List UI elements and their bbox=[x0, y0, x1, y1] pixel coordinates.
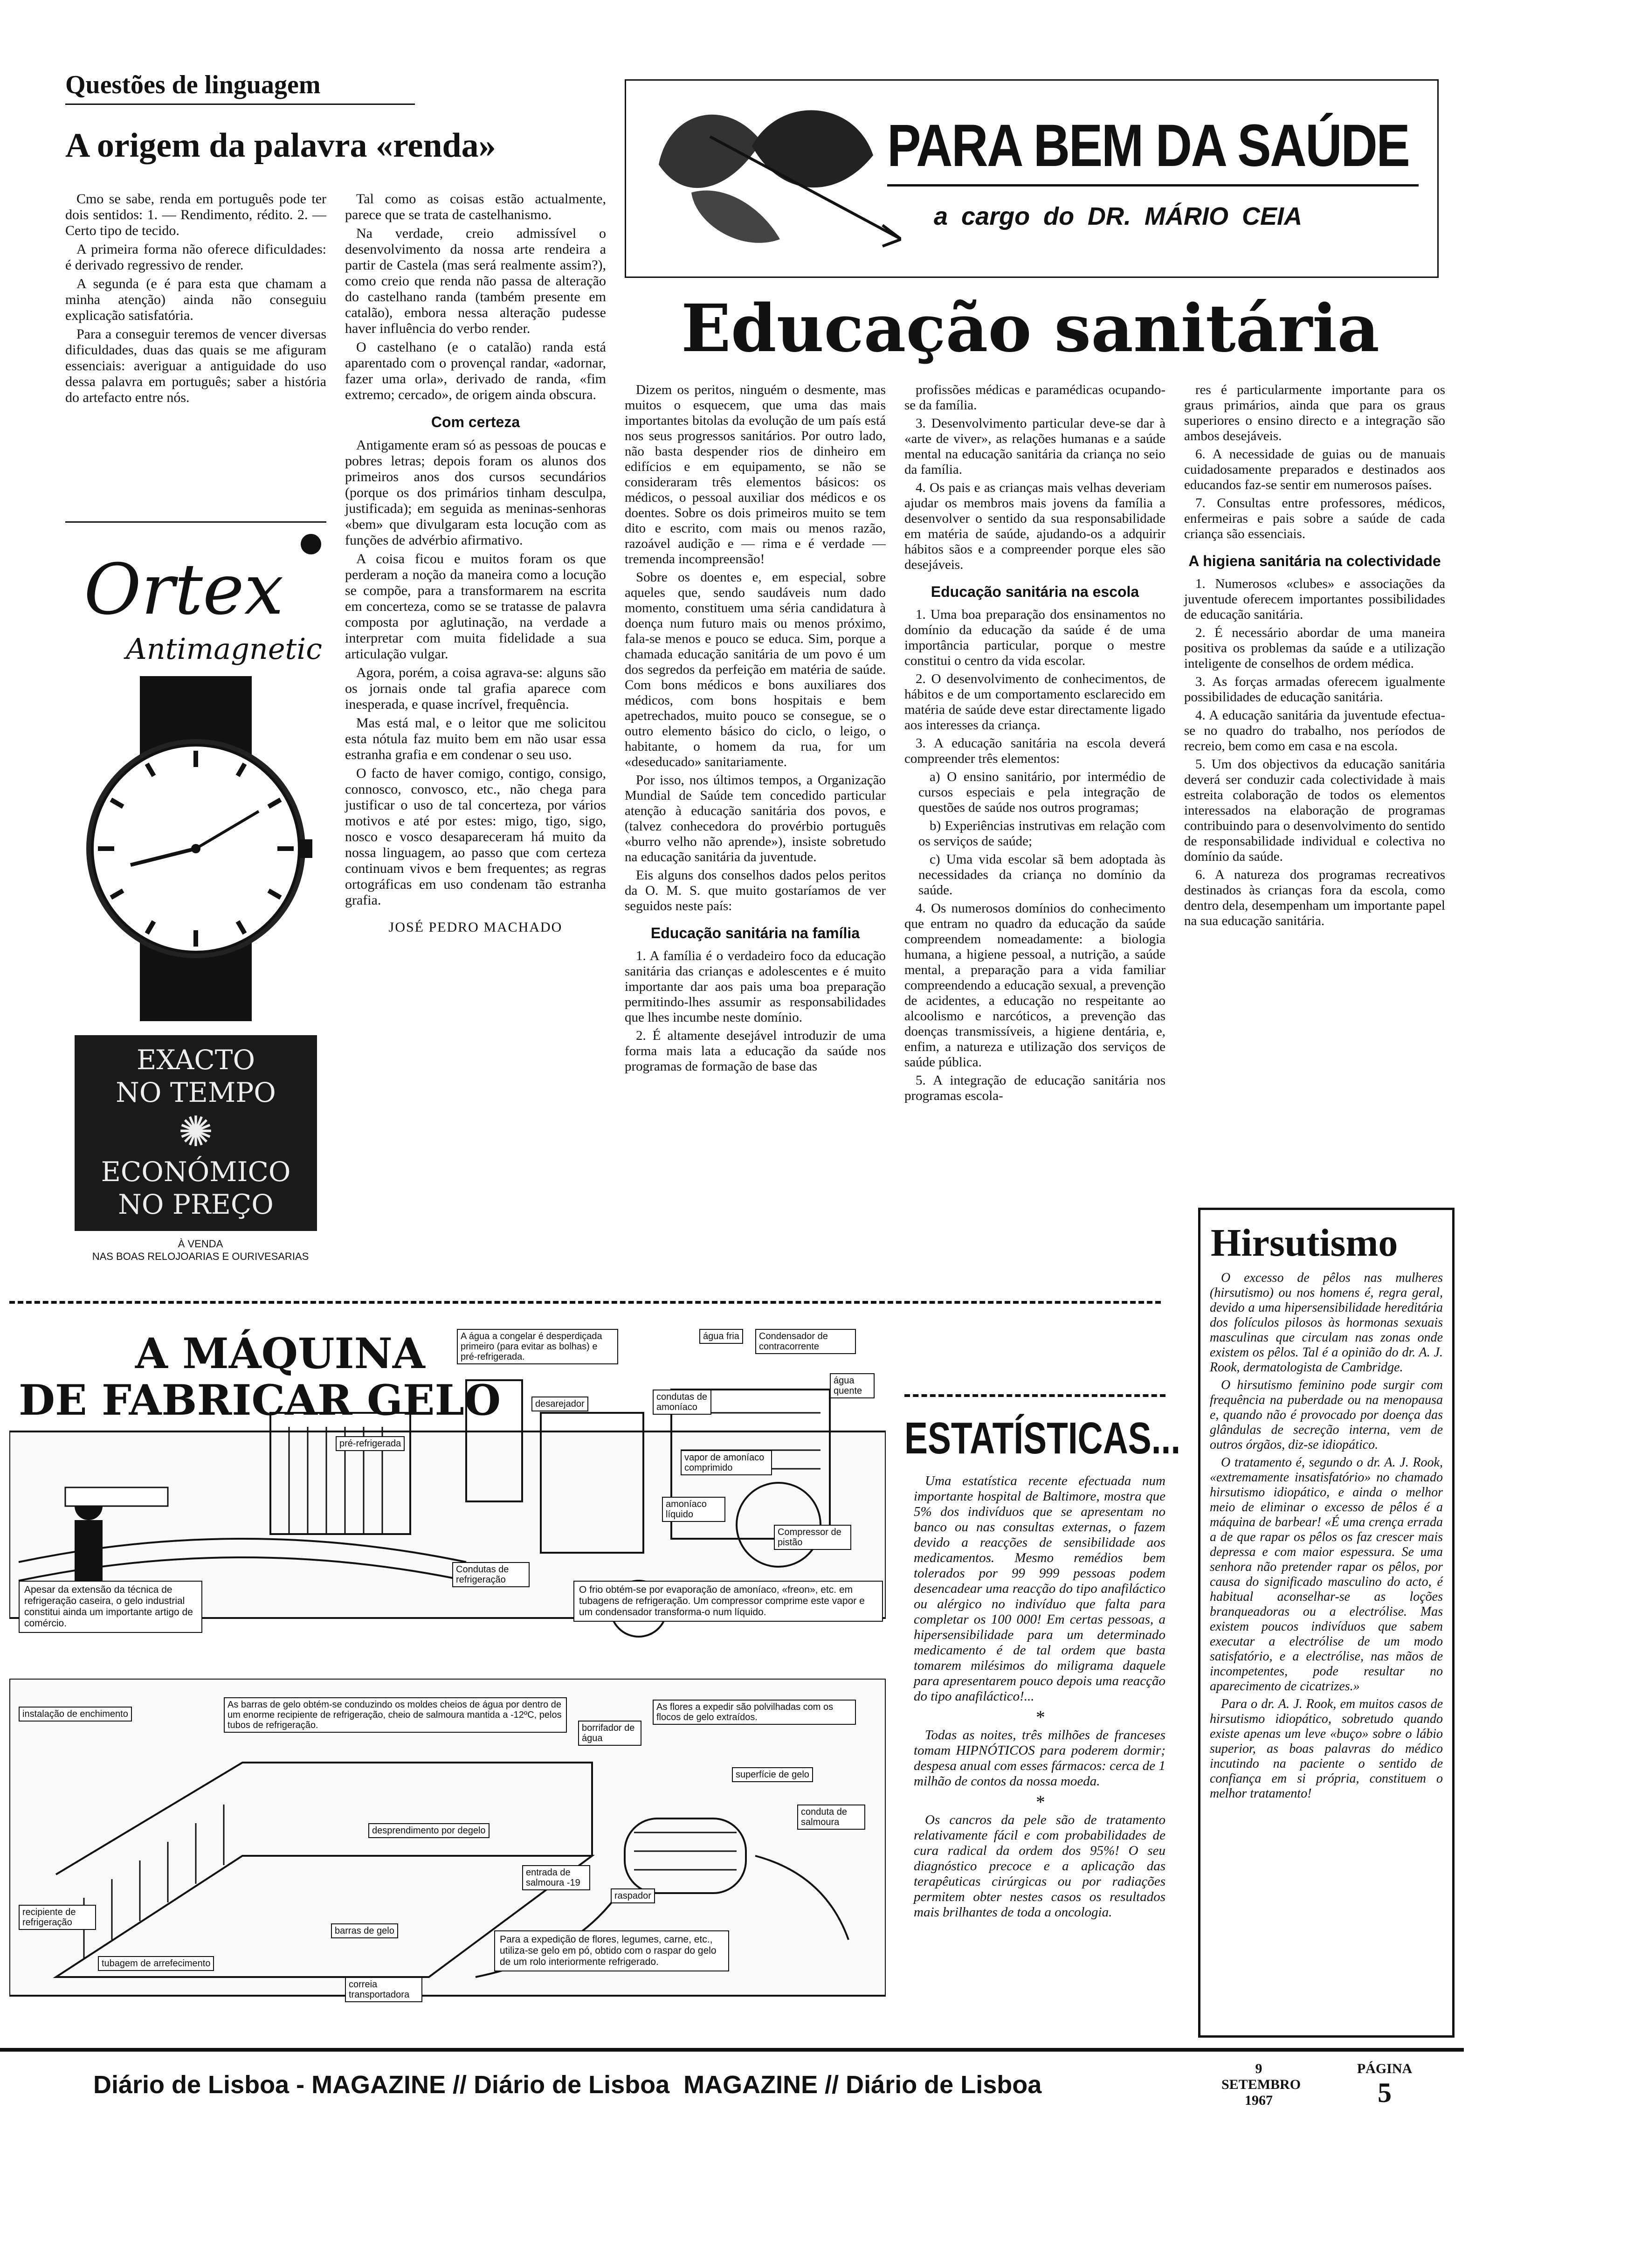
label-barras-gelo: barras de gelo bbox=[331, 1923, 398, 1938]
list-item: 5. Um dos objectivos da educação sanitária deverá ser conduzir cada colectividade à mais estreita colaboração de todos os elementos interessados na elaboração de programas contribuindo para o desenvolvimento do sentido de responsabilidade individual e colectiva no domínio da saúde. bbox=[1184, 757, 1445, 864]
label-conduta-salmoura: conduta de salmoura bbox=[797, 1805, 865, 1830]
ortex-ad bbox=[65, 527, 326, 1268]
list-item: c) Uma vida escolar sã bem adoptada às necessidades da criança no domínio da saúde. bbox=[918, 852, 1165, 898]
label-vapor: vapor de amoníaco comprimido bbox=[681, 1450, 772, 1475]
list-item: 1. A família é o verdadeiro foco da educação sanitária das crianças e adolescentes e é muito importante dar aos pais uma boa preparação permitindo-lhes assumir as responsabilidades que lhes incumbe neste domínio. bbox=[625, 948, 886, 1025]
dotted-separator bbox=[904, 1394, 1165, 1404]
list-item: 4. Os pais e as crianças mais velhas deveriam ajudar os membros mais jovens da família a desenvolver o sentido da sua responsabilidade em matéria de saúde, ajudando-os a adquirir hábitos sãos e a compreender porque eles são desejáveis. bbox=[904, 480, 1165, 572]
paragraph: Tal como as coisas estão actualmente, parece que se trata de castelhanismo. bbox=[345, 191, 606, 222]
list-item: 6. A necessidade de guias ou de manuais cuidadosamente preparados e destinados aos educandos faz-se sentir em numerosos países. bbox=[1184, 447, 1445, 492]
paragraph: Os cancros da pele são de tratamento relativamente fácil e com probabilidades de cura radical da ordem dos 95%! O seu diagnóstico precoce e a aplicação das terapêuticas cirúrgicas ou por radiações permitem obter nestes casos os resultados mais brilhantes de toda a oncologia. bbox=[914, 1812, 1165, 1920]
separator-star: * bbox=[1035, 1791, 1044, 1812]
label-borrifador: borrifador de água bbox=[578, 1721, 641, 1746]
label-superficie: superfície de gelo bbox=[732, 1767, 813, 1782]
paragraph: Antigamente eram só as pessoas de poucas e pobres letras; depois foram os alunos dos primeiros anos dos cursos secundários (porque os dos primários tinham desculpa, justificada); em seguida as meninas-senhoras «bem» que divulgaram esta locução com as funções de advérbio afirmativo. bbox=[345, 437, 606, 548]
list-item: 1. Uma boa preparação dos ensinamentos no domínio da educação da saúde é de uma importância particular, porque o mestre constitui o centro da vida escolar. bbox=[904, 607, 1165, 668]
hirsutismo-body bbox=[1210, 1271, 1443, 1804]
dotted-separator bbox=[9, 1301, 1161, 1310]
paragraph: Mas está mal, e o leitor que me solicitou esta nótula faz muito bem em não usar essa estranha grafia e em condenar o seu uso. bbox=[345, 715, 606, 762]
list-item: 3. Desenvolvimento particular deve-se dar à «arte de viver», as relações humanas e a saúde mental na educação sanitária da criança no seio da família. bbox=[904, 416, 1165, 477]
list-item: 7. Consultas entre professores, médicos, enfermeiras e pais sobre a saúde de cada criança são essenciais. bbox=[1184, 496, 1445, 541]
watch-illustration bbox=[70, 676, 322, 1021]
paragraph: Na verdade, creio admissível o desenvolvimento da nossa arte rendeira a partir de Castela (mas será realmente assim?), como creio que renda não passa de alteração do castelhano randa (também presente em catalão), embora nessa alteração pudesse haver influência do verbo render. bbox=[345, 226, 606, 336]
caption-gelo-industrial: Apesar da extensão da técnica de refrigeração caseira, o gelo industrial constitui ainda um importante artigo de comércio. bbox=[19, 1581, 202, 1633]
paragraph: Dizem os peritos, ninguém o desmente, mas muitos o esquecem, que uma das mais importantes bitolas da evolução de um país está nos seus progressos sanitários. Por outro lado, não basta despender rios de dinheiro em edifícios e em equipamento, se não se consideraram três elementos básicos: os médicos, o pessoal auxiliar dos médicos e os doentes. Sobre os dois primeiros muito se tem dito e escrito, com mais ou menos razão, razoável audição e — rima e é verdade — tremenda incompreensão! bbox=[625, 382, 886, 567]
health-banner bbox=[625, 79, 1439, 278]
label-raspador: raspador bbox=[611, 1888, 655, 1903]
ice-machine-illustration bbox=[9, 1320, 886, 2033]
list-item: 2. O desenvolvimento de conhecimentos, de hábitos e de um comportamento esclarecido em matéria de saúde deve estar directamente ligado aos interesses da criança. bbox=[904, 671, 1165, 733]
subheading-familia: Educação sanitária na família bbox=[650, 925, 860, 941]
footer-rule bbox=[0, 2048, 1464, 2052]
label-prerefrigerada: pré-refrigerada bbox=[336, 1436, 405, 1451]
list-item: 1. Numerosos «clubes» e associações da juventude oferecem importantes possibilidades de educação sanitária. bbox=[1184, 576, 1445, 622]
separator-star: * bbox=[1035, 1707, 1044, 1728]
article-title: A origem da palavra «renda» bbox=[65, 126, 496, 165]
label-condutas-amoniaco: condutas de amoníaco bbox=[653, 1390, 711, 1415]
list-item: 3. As forças armadas oferecem igualmente possibilidades de educação sanitária. bbox=[1184, 674, 1445, 705]
paragraph: Por isso, nos últimos tempos, a Organização Mundial de Saúde tem concedido particular atenção à educação sanitária dos povos, e (talvez conhecedora do provérbio português «burro velho não aprende»), insiste sobretudo na educação sanitária da juventude. bbox=[625, 773, 886, 864]
list-item: 4. Os numerosos domínios do conhecimento que entram no quadro da educação da saúde compreendem nomeadamente: a biologia humana, a higiene pessoal, a nutrição, a saúde mental, a preparação para a vida familiar compreendendo a educação sexual, a prevenção de acidentes, a educação no respeitante ao alcoolismo e narcóticos, a prevenção das doenças transmissíveis, a higiene dentária, e, enfim, a natureza e utilização dos serviços de saúde pública. bbox=[904, 901, 1165, 1070]
label-compressor: Compressor de pistão bbox=[774, 1525, 851, 1550]
author-signature: JOSÉ PEDRO MACHADO bbox=[388, 920, 563, 935]
date-month: SETEMBRO bbox=[1221, 2077, 1301, 2092]
section-underline bbox=[65, 104, 415, 105]
label-correia: correia transportadora bbox=[345, 1977, 422, 2002]
ice-title: DE FABRICAR GELO bbox=[19, 1376, 501, 1425]
footer-page bbox=[1343, 2061, 1427, 2109]
snowflake-icon: ✺ bbox=[178, 1107, 214, 1156]
label-instalacao: instalação de enchimento bbox=[19, 1707, 132, 1722]
label-agua-congelar: A água a congelar é desperdiçada primeiro (para evitar as bolhas) e pré-refrigerada. bbox=[457, 1329, 618, 1364]
paragraph: A primeira forma não oferece dificuldades: é derivado regressivo de render. bbox=[65, 242, 326, 273]
footer-band: Diário de Lisboa - MAGAZINE // Diário de Lisboa MAGAZINE // Diário de Lisboa bbox=[93, 2071, 1042, 2099]
hirsutismo-title: Hirsutismo bbox=[1211, 1221, 1398, 1265]
banner-subtitle: a cargo do DR. MÁRIO CEIA bbox=[934, 202, 1303, 230]
slogan-line: ECONÓMICO bbox=[101, 1156, 291, 1188]
ortex-brand: Ortex bbox=[84, 549, 284, 630]
paragraph: O facto de haver comigo, contigo, consigo, connosco, convosco, etc., não chega para justificar o uso de tal concerteza, por vários motivos e até por estes: migo, tigo, sigo, nosco e vosco desapareceram há muito da nossa linguagem, ao passo que com certeza continuam vivos e bem frequentes; as regras ortográficas em uso condenam tão estranha grafia. bbox=[345, 766, 606, 908]
list-item: 2. É necessário abordar de uma maneira positiva os problemas da saúde e a utilização inteligente de conselhos de ordem médica. bbox=[1184, 625, 1445, 671]
paragraph: A coisa ficou e muitos foram os que perderam a noção da maneira como a locução se compõe, para a transformarem na escrita em concerteza, como se se tratasse de palavra composta por aglutinação, na verdade a interpretar com muita fidelidade a sua articulação vulgar. bbox=[345, 551, 606, 662]
paragraph: A segunda (e é para esta que chamam a minha atenção) ainda não conseguiu explicação satisfatória. bbox=[65, 276, 326, 323]
label-condutas-refrig: Condutas de refrigeração bbox=[452, 1562, 530, 1587]
health-col3 bbox=[1184, 382, 1445, 932]
paragraph: O excesso de pêlos nas mulheres (hirsutismo) ou nos homens é, regra geral, devido a uma hipersensibilidade hereditária dos folículos pilosos às hormonas sexuais masculinas que circulam nas zonas onde existem os pêlos. Tal é a opinião do dr. A. J. Rook, dermatologista de Cambridge. bbox=[1210, 1271, 1443, 1375]
label-desarejador: desarejador bbox=[531, 1397, 588, 1411]
subheading-com-certeza: Com certeza bbox=[431, 414, 520, 430]
renda-col2 bbox=[345, 191, 606, 935]
renda-col1 bbox=[65, 191, 326, 408]
date-day: 9 bbox=[1255, 2061, 1262, 2076]
caption-expedicao: Para a expedição de flores, legumes, carne, etc., utiliza-se gelo em pó, obtido com o raspar do gelo de um rolo interiormente refrigerado. bbox=[494, 1930, 729, 1971]
list-item: 2. É altamente desejável introduzir de uma forma mais lata a educação da saúde nos programas de formação de base das bbox=[625, 1028, 886, 1074]
hirsutismo-box bbox=[1198, 1208, 1455, 2038]
stats-body bbox=[914, 1473, 1165, 1923]
ice-title: A MÁQUINA bbox=[135, 1329, 425, 1378]
list-item: 4. A educação sanitária da juventude efectua-se no quadro do trabalho, nos períodos de recreio, bem como em casa e na escola. bbox=[1184, 708, 1445, 754]
column-rule bbox=[65, 521, 326, 523]
label-desprendimento: desprendimento por degelo bbox=[368, 1823, 490, 1838]
page-label: PÁGINA bbox=[1357, 2061, 1413, 2076]
paragraph: Agora, porém, a coisa agrava-se: alguns são os jornais onde tal grafia aparece com inesperada, e quase incrível, frequência. bbox=[345, 665, 606, 712]
paragraph: Eis alguns dos conselhos dados pelos peritos da O. M. S. que muito gostaríamos de ver seguidos neste país: bbox=[625, 868, 886, 913]
health-col1 bbox=[625, 382, 886, 1077]
banner-title: PARA BEM DA SAÚDE bbox=[887, 112, 1409, 179]
date-year: 1967 bbox=[1245, 2093, 1273, 2108]
banner-underline bbox=[887, 184, 1419, 187]
list-item: 5. A integração de educação sanitária nos programas escola- bbox=[904, 1073, 1165, 1103]
ortex-logo-icon bbox=[301, 534, 321, 554]
paragraph: Todas as noites, três milhões de franceses tomam HIPNÓTICOS para poderem dormir; despesa anual com esses fármacos: cerca de 1 milhão de contos da nossa moeda. bbox=[914, 1728, 1165, 1789]
subheading-escola: Educação sanitária na escola bbox=[931, 583, 1139, 600]
section-heading: Questões de linguagem bbox=[65, 70, 321, 99]
paragraph: Sobre os doentes e, em especial, sobre aqueles que, sendo saudáveis num dado momento, constituem uma séria candidatura à doença num futuro mais ou menos próximo, fala-se menos e pouco se educa. Sim, porque a chamada educação sanitária de um povo é um dos segredos da perfeição em matéria de saúde. Com bons médicos e bons auxiliares dos médicos, com bons hospitais e bem apetrechados, muito pouco se consegue, se o outro elemento básico do ciclo, o leigo, o habitante, o homem da rua, for um «deseducado» sanitariamente. bbox=[625, 570, 886, 769]
list-item: b) Experiências instrutivas em relação com os serviços de saúde; bbox=[918, 818, 1165, 849]
ortex-sale: À VENDA bbox=[178, 1238, 223, 1250]
label-tubagem: tubagem de arrefecimento bbox=[98, 1956, 214, 1971]
slogan-line: NO PREÇO bbox=[118, 1189, 274, 1220]
paragraph: Uma estatística recente efectuada num importante hospital de Baltimore, mostra que 5% dos indivíduos que se apresentam no banco ou nas consultas externas, o fazem devido a reacções de sensibilidade aos medicamentos. Mesmo remédios bem tolerados por 99 999 pessoas podem desencadear uma reacção do tipo anafiláctico ou alérgico no indivíduo que falta para completar os 100 000! Em certas pessoas, a hipersensibilidade para um determinado medicamento é de tal ordem que basta tomarem milésimos do miligrama daquele para apresentarem pouco depois uma reacção do tipo anafiláctico!... bbox=[914, 1473, 1165, 1704]
label-barras-moldes: As barras de gelo obtém-se conduzindo os moldes cheios de água por dentro de um enorme recipiente de refrigeração, cheio de salmoura mantida a -12ºC, pelos tubos de refrigeração. bbox=[224, 1697, 567, 1733]
footer-date bbox=[1221, 2061, 1301, 2109]
label-amoniaco-liquido: amoníaco líquido bbox=[662, 1497, 725, 1522]
label-agua-fria: água fria bbox=[699, 1329, 743, 1344]
label-agua-quente: água quente bbox=[830, 1373, 875, 1398]
stats-title: ESTATÍSTICAS... bbox=[904, 1413, 1181, 1463]
paragraph: O castelhano (e o catalão) randa está aparentado com o provençal randar, «adornar, fazer uma orla», derivado de randa, «fim extremo; cercado», de origem ainda obscura. bbox=[345, 339, 606, 402]
paragraph: O tratamento é, segundo o dr. A. J. Rook, «extremamente insatisfatório» no chamado hirsutismo idiopático, e ainda o melhor meio de eliminar o excesso de pêlos é a máquina de barbear! «É uma crença errada a de que rapar os pêlos os faz crescer mais depressa e com maior espessura. Se uma senhora não pretender rapar os pêlos, por causa do significado masculino do acto, é habitual aconselhar-se as loções branqueadoras ou a electrólise. Mas existem poucos indivíduos que sabem executar a electrólise de um modo satisfatório, e a electrólise, nas mãos de incompetentes, pode resultar no aparecimento de cicatrizes.» bbox=[1210, 1455, 1443, 1694]
label-entrada: entrada de salmoura -19 bbox=[522, 1865, 590, 1890]
health-col2 bbox=[904, 382, 1165, 1106]
leaves-illustration bbox=[640, 85, 901, 272]
label-recipiente: recipiente de refrigeração bbox=[19, 1905, 96, 1930]
paragraph: res é particularmente importante para os graus primários, ainda que para os graus superiores o ensino directo e a integração são ambos desejáveis. bbox=[1184, 382, 1445, 443]
paragraph: Para o dr. A. J. Rook, em muitos casos de hirsutismo idiopático, sobretudo quando existe apenas um leve «buço» sobre o lábio superior, as boas palavras do médico incutindo na paciente o sentido de confiança em si própria, constituem o melhor tratamento! bbox=[1210, 1697, 1443, 1801]
list-item: a) O ensino sanitário, por intermédio de cursos especiais e pela integração de questões de saúde nos outros programas; bbox=[918, 769, 1165, 815]
list-item: 6. A natureza dos programas recreativos destinados às crianças fora da escola, como dentro dela, desempenham um importante papel na sua educação sanitária. bbox=[1184, 867, 1445, 928]
page-number: 5 bbox=[1378, 2077, 1392, 2108]
slogan-line: NO TEMPO bbox=[116, 1077, 276, 1108]
health-title: Educação sanitária bbox=[681, 290, 1379, 367]
slogan-line: EXACTO bbox=[136, 1044, 255, 1076]
caption-frio: O frio obtém-se por evaporação de amoníaco, «freon», etc. em tubagens de refrigeração. Um compressor comprime este vapor e um condensador transforma-o num líquido. bbox=[573, 1581, 883, 1622]
paragraph: Cmo se sabe, renda em português pode ter dois sentidos: 1. — Rendimento, rédito. 2. — Certo tipo de tecido. bbox=[65, 191, 326, 238]
label-condensador: Condensador de contracorrente bbox=[755, 1329, 856, 1354]
label-flores: As flores a expedir são polvilhadas com os flocos de gelo extraídos. bbox=[653, 1700, 856, 1725]
paragraph: profissões médicas e paramédicas ocupando-se da família. bbox=[904, 382, 1165, 413]
paragraph: Para a conseguir teremos de vencer diversas dificuldades, duas das quais se me afiguram essenciais: averiguar a antiguidade do uso dessa palavra em português; saber a história do artefacto entre nós. bbox=[65, 326, 326, 405]
list-item: 3. A educação sanitária na escola deverá compreender três elementos: bbox=[904, 736, 1165, 766]
ortex-slogan-panel bbox=[75, 1035, 317, 1231]
subheading-colectividade: A higiena sanitária na colectividade bbox=[1188, 553, 1441, 569]
ortex-shops: NAS BOAS RELOJOARIAS E OURIVESARIAS bbox=[92, 1251, 309, 1262]
paragraph: O hirsutismo feminino pode surgir com frequência na puberdade ou na menopausa e, quando não é provocado por doença das glândulas de secreção interna, vem de outros órgãos, diz-se idiopático. bbox=[1210, 1378, 1443, 1452]
ortex-tagline: Antimagnetic bbox=[126, 632, 322, 666]
